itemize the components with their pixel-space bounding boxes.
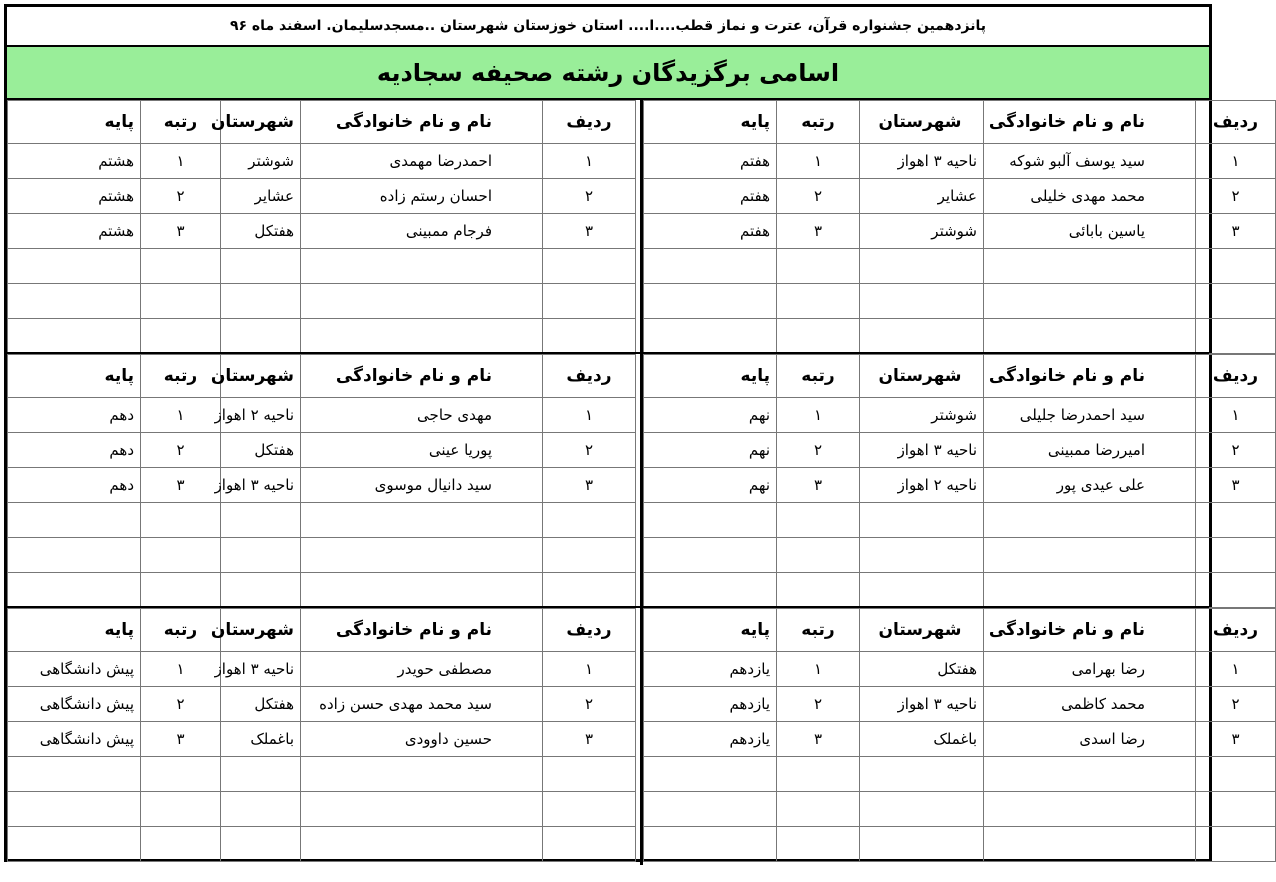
empty-cell (777, 792, 860, 827)
cell-grade: هفتم (644, 214, 777, 249)
empty-cell (777, 538, 860, 573)
table-row (644, 687, 1276, 722)
table-row (8, 652, 636, 687)
empty-cell (8, 319, 141, 354)
empty-cell (984, 538, 1196, 573)
empty-cell (301, 249, 543, 284)
empty-cell (543, 792, 636, 827)
empty-cell (777, 319, 860, 354)
cell-grade: یازدهم (644, 687, 777, 722)
empty-cell (543, 573, 636, 608)
empty-cell (543, 827, 636, 862)
empty-cell (644, 249, 777, 284)
cell-row: ۳ (1196, 722, 1276, 757)
empty-cell (860, 503, 984, 538)
empty-cell (543, 757, 636, 792)
empty-cell (8, 827, 141, 862)
empty-cell (141, 249, 221, 284)
empty-cell (8, 573, 141, 608)
cell-city: ناحیه ۲ اهواز (221, 398, 301, 433)
empty-cell (1196, 573, 1276, 608)
cell-rank: ۳ (141, 214, 221, 249)
cell-city: ناحیه ۳ اهواز (860, 433, 984, 468)
column-header-row: ردیف (1196, 355, 1276, 398)
column-header-row: ردیف (543, 355, 636, 398)
cell-row: ۲ (543, 179, 636, 214)
cell-grade: پیش دانشگاهی (8, 652, 141, 687)
cell-name: محمد کاظمی (984, 687, 1196, 722)
cell-grade: نهم (644, 468, 777, 503)
empty-cell (8, 792, 141, 827)
empty-cell (984, 792, 1196, 827)
cell-row: ۱ (1196, 398, 1276, 433)
cell-grade: نهم (644, 398, 777, 433)
cell-grade: یازدهم (644, 652, 777, 687)
cell-city: ناحیه ۳ اهواز (221, 468, 301, 503)
empty-cell (543, 503, 636, 538)
column-header-name: نام و نام خانوادگی (301, 609, 543, 652)
column-header-city: شهرستان (860, 355, 984, 398)
column-header-city: شهرستان (221, 609, 301, 652)
cell-city: باغملک (860, 722, 984, 757)
cell-name: امیررضا ممبینی (984, 433, 1196, 468)
cell-name: حسین داوودی (301, 722, 543, 757)
empty-cell (1196, 249, 1276, 284)
empty-cell (777, 503, 860, 538)
empty-cell (1196, 827, 1276, 862)
column-header-row: ردیف (1196, 101, 1276, 144)
empty-row (8, 792, 636, 827)
cell-city: ناحیه ۳ اهواز (221, 652, 301, 687)
empty-cell (141, 284, 221, 319)
band-divider-1 (7, 352, 1209, 354)
table-row (8, 722, 636, 757)
cell-city: ناحیه ۳ اهواز (860, 687, 984, 722)
festival-subtitle: پانزدهمین جشنواره قرآن، عترت و نماز قطب....ا.... استان خوزستان شهرستان ..مسجدسلیمان. اسفند ماه ۹۶ (7, 7, 1209, 47)
column-header-grade: پایه (8, 355, 141, 398)
cell-row: ۲ (543, 433, 636, 468)
empty-cell (1196, 284, 1276, 319)
cell-grade: یازدهم (644, 722, 777, 757)
table-row (644, 722, 1276, 757)
empty-cell (644, 573, 777, 608)
results-table-6 (7, 608, 636, 862)
cell-name: سید محمد مهدی حسن زاده (301, 687, 543, 722)
cell-rank: ۱ (141, 398, 221, 433)
cell-row: ۱ (543, 144, 636, 179)
cell-city: شوشتر (860, 398, 984, 433)
empty-cell (141, 538, 221, 573)
empty-cell (141, 319, 221, 354)
table-header-row (8, 101, 636, 144)
empty-cell (141, 792, 221, 827)
empty-cell (543, 284, 636, 319)
empty-cell (221, 249, 301, 284)
table-row (8, 468, 636, 503)
empty-cell (860, 827, 984, 862)
empty-cell (301, 503, 543, 538)
cell-row: ۱ (1196, 144, 1276, 179)
empty-cell (860, 284, 984, 319)
empty-cell (141, 573, 221, 608)
empty-cell (8, 757, 141, 792)
cell-rank: ۱ (777, 398, 860, 433)
column-header-name: نام و نام خانوادگی (984, 609, 1196, 652)
table-row (644, 652, 1276, 687)
cell-name: رضا اسدی (984, 722, 1196, 757)
empty-cell (8, 284, 141, 319)
table-row (644, 214, 1276, 249)
empty-cell (860, 538, 984, 573)
cell-rank: ۳ (777, 214, 860, 249)
empty-cell (984, 573, 1196, 608)
table-row (8, 179, 636, 214)
cell-name: مهدی حاجی (301, 398, 543, 433)
cell-rank: ۳ (141, 468, 221, 503)
empty-cell (1196, 319, 1276, 354)
cell-rank: ۲ (141, 687, 221, 722)
cell-city: هفتکل (860, 652, 984, 687)
empty-row (8, 573, 636, 608)
empty-cell (984, 503, 1196, 538)
cell-rank: ۲ (777, 687, 860, 722)
cell-name: احسان رستم زاده (301, 179, 543, 214)
column-header-row: ردیف (543, 609, 636, 652)
empty-cell (221, 792, 301, 827)
cell-rank: ۳ (777, 722, 860, 757)
column-header-city: شهرستان (860, 609, 984, 652)
empty-cell (301, 284, 543, 319)
column-header-grade: پایه (644, 101, 777, 144)
empty-cell (221, 757, 301, 792)
empty-cell (141, 503, 221, 538)
cell-grade: پیش دانشگاهی (8, 722, 141, 757)
empty-row (644, 319, 1276, 354)
empty-cell (984, 757, 1196, 792)
cell-name: مصطفی حویدر (301, 652, 543, 687)
cell-row: ۳ (1196, 214, 1276, 249)
empty-cell (543, 538, 636, 573)
cell-city: ناحیه ۲ اهواز (860, 468, 984, 503)
empty-cell (644, 827, 777, 862)
empty-cell (1196, 538, 1276, 573)
cell-name: پوریا عینی (301, 433, 543, 468)
column-header-name: نام و نام خانوادگی (301, 355, 543, 398)
table-row (8, 144, 636, 179)
band-divider-2 (7, 606, 1209, 608)
empty-row (8, 319, 636, 354)
results-table-2 (7, 100, 636, 354)
empty-row (644, 538, 1276, 573)
table-header-row (644, 355, 1276, 398)
cell-city: باغملک (221, 722, 301, 757)
column-header-grade: پایه (8, 609, 141, 652)
empty-row (8, 757, 636, 792)
empty-cell (543, 249, 636, 284)
empty-cell (8, 503, 141, 538)
empty-cell (221, 538, 301, 573)
cell-city: عشایر (221, 179, 301, 214)
empty-cell (777, 573, 860, 608)
column-header-city: شهرستان (221, 101, 301, 144)
cell-grade: هفتم (644, 144, 777, 179)
cell-name: علی عیدی پور (984, 468, 1196, 503)
cell-row: ۳ (543, 214, 636, 249)
empty-row (644, 573, 1276, 608)
cell-rank: ۲ (777, 433, 860, 468)
results-table-1 (643, 100, 1276, 354)
table-header-row (644, 609, 1276, 652)
cell-name: سید احمدرضا جلیلی (984, 398, 1196, 433)
cell-name: یاسین بابائی (984, 214, 1196, 249)
cell-grade: دهم (8, 468, 141, 503)
column-header-name: نام و نام خانوادگی (984, 355, 1196, 398)
cell-city: ناحیه ۳ اهواز (860, 144, 984, 179)
cell-name: احمدرضا مهمدی (301, 144, 543, 179)
empty-row (644, 284, 1276, 319)
cell-row: ۳ (543, 468, 636, 503)
cell-city: هفتکل (221, 214, 301, 249)
table-header-row (644, 101, 1276, 144)
cell-city: عشایر (860, 179, 984, 214)
cell-rank: ۱ (777, 144, 860, 179)
empty-row (8, 827, 636, 862)
empty-cell (141, 757, 221, 792)
table-row (644, 144, 1276, 179)
empty-cell (644, 757, 777, 792)
table-header-row (8, 355, 636, 398)
cell-city: شوشتر (860, 214, 984, 249)
cell-grade: دهم (8, 433, 141, 468)
cell-grade: هشتم (8, 214, 141, 249)
empty-cell (984, 319, 1196, 354)
column-header-name: نام و نام خانوادگی (984, 101, 1196, 144)
table-row (644, 398, 1276, 433)
empty-cell (984, 284, 1196, 319)
cell-rank: ۱ (777, 652, 860, 687)
cell-rank: ۳ (777, 468, 860, 503)
cell-row: ۲ (543, 687, 636, 722)
empty-cell (301, 757, 543, 792)
results-sheet (4, 4, 1259, 862)
empty-cell (860, 792, 984, 827)
cell-row: ۲ (1196, 433, 1276, 468)
table-row (644, 468, 1276, 503)
empty-cell (644, 284, 777, 319)
empty-cell (221, 573, 301, 608)
cell-name: رضا بهرامی (984, 652, 1196, 687)
cell-row: ۲ (1196, 179, 1276, 214)
table-header-row (8, 609, 636, 652)
cell-rank: ۲ (141, 179, 221, 214)
results-table-3 (643, 354, 1276, 608)
cell-row: ۲ (1196, 687, 1276, 722)
cell-grade: هشتم (8, 179, 141, 214)
empty-cell (301, 827, 543, 862)
empty-cell (8, 538, 141, 573)
empty-cell (777, 249, 860, 284)
table-row (644, 433, 1276, 468)
cell-grade: هفتم (644, 179, 777, 214)
cell-city: هفتکل (221, 433, 301, 468)
empty-cell (8, 249, 141, 284)
column-header-rank: رتبه (141, 609, 221, 652)
cell-name: محمد مهدی خلیلی (984, 179, 1196, 214)
page-title: اسامی برگزیدگان رشته صحیفه سجادیه (7, 47, 1209, 100)
empty-cell (860, 757, 984, 792)
table-row (8, 687, 636, 722)
empty-row (644, 503, 1276, 538)
empty-cell (221, 319, 301, 354)
column-header-rank: رتبه (777, 101, 860, 144)
empty-cell (644, 503, 777, 538)
empty-cell (777, 284, 860, 319)
empty-cell (984, 249, 1196, 284)
column-header-rank: رتبه (141, 355, 221, 398)
table-row (8, 398, 636, 433)
cell-rank: ۱ (141, 144, 221, 179)
cell-grade: دهم (8, 398, 141, 433)
cell-rank: ۲ (141, 433, 221, 468)
cell-row: ۳ (1196, 468, 1276, 503)
empty-cell (301, 792, 543, 827)
empty-cell (777, 757, 860, 792)
cell-name: سید یوسف آلبو شوکه (984, 144, 1196, 179)
column-header-rank: رتبه (777, 609, 860, 652)
empty-cell (860, 249, 984, 284)
empty-cell (221, 827, 301, 862)
cell-rank: ۳ (141, 722, 221, 757)
empty-row (8, 538, 636, 573)
cell-grade: هشتم (8, 144, 141, 179)
empty-cell (644, 538, 777, 573)
cell-row: ۳ (543, 722, 636, 757)
cell-rank: ۲ (777, 179, 860, 214)
empty-row (8, 249, 636, 284)
cell-row: ۱ (543, 652, 636, 687)
empty-cell (1196, 503, 1276, 538)
empty-cell (860, 573, 984, 608)
empty-cell (301, 573, 543, 608)
empty-cell (301, 538, 543, 573)
empty-cell (543, 319, 636, 354)
column-header-row: ردیف (1196, 609, 1276, 652)
empty-row (644, 757, 1276, 792)
empty-cell (141, 827, 221, 862)
empty-row (644, 792, 1276, 827)
table-row (644, 179, 1276, 214)
empty-cell (1196, 792, 1276, 827)
empty-cell (777, 827, 860, 862)
empty-cell (221, 284, 301, 319)
column-header-name: نام و نام خانوادگی (301, 101, 543, 144)
column-header-grade: پایه (644, 355, 777, 398)
empty-row (8, 503, 636, 538)
empty-cell (984, 827, 1196, 862)
vertical-divider (640, 100, 643, 865)
cell-grade: نهم (644, 433, 777, 468)
column-header-grade: پایه (8, 101, 141, 144)
cell-rank: ۱ (141, 652, 221, 687)
empty-row (644, 249, 1276, 284)
empty-cell (221, 503, 301, 538)
empty-cell (644, 792, 777, 827)
column-header-city: شهرستان (860, 101, 984, 144)
cell-city: هفتکل (221, 687, 301, 722)
table-row (8, 214, 636, 249)
cell-row: ۱ (543, 398, 636, 433)
cell-name: سید دانیال موسوی (301, 468, 543, 503)
cell-name: فرجام ممبینی (301, 214, 543, 249)
column-header-row: ردیف (543, 101, 636, 144)
cell-row: ۱ (1196, 652, 1276, 687)
column-header-grade: پایه (644, 609, 777, 652)
empty-cell (1196, 757, 1276, 792)
empty-row (644, 827, 1276, 862)
column-header-city: شهرستان (221, 355, 301, 398)
empty-cell (860, 319, 984, 354)
results-table-4 (7, 354, 636, 608)
cell-city: شوشتر (221, 144, 301, 179)
column-header-rank: رتبه (777, 355, 860, 398)
cell-grade: پیش دانشگاهی (8, 687, 141, 722)
table-row (8, 433, 636, 468)
empty-row (8, 284, 636, 319)
results-table-5 (643, 608, 1276, 862)
column-header-rank: رتبه (141, 101, 221, 144)
empty-cell (644, 319, 777, 354)
empty-cell (301, 319, 543, 354)
